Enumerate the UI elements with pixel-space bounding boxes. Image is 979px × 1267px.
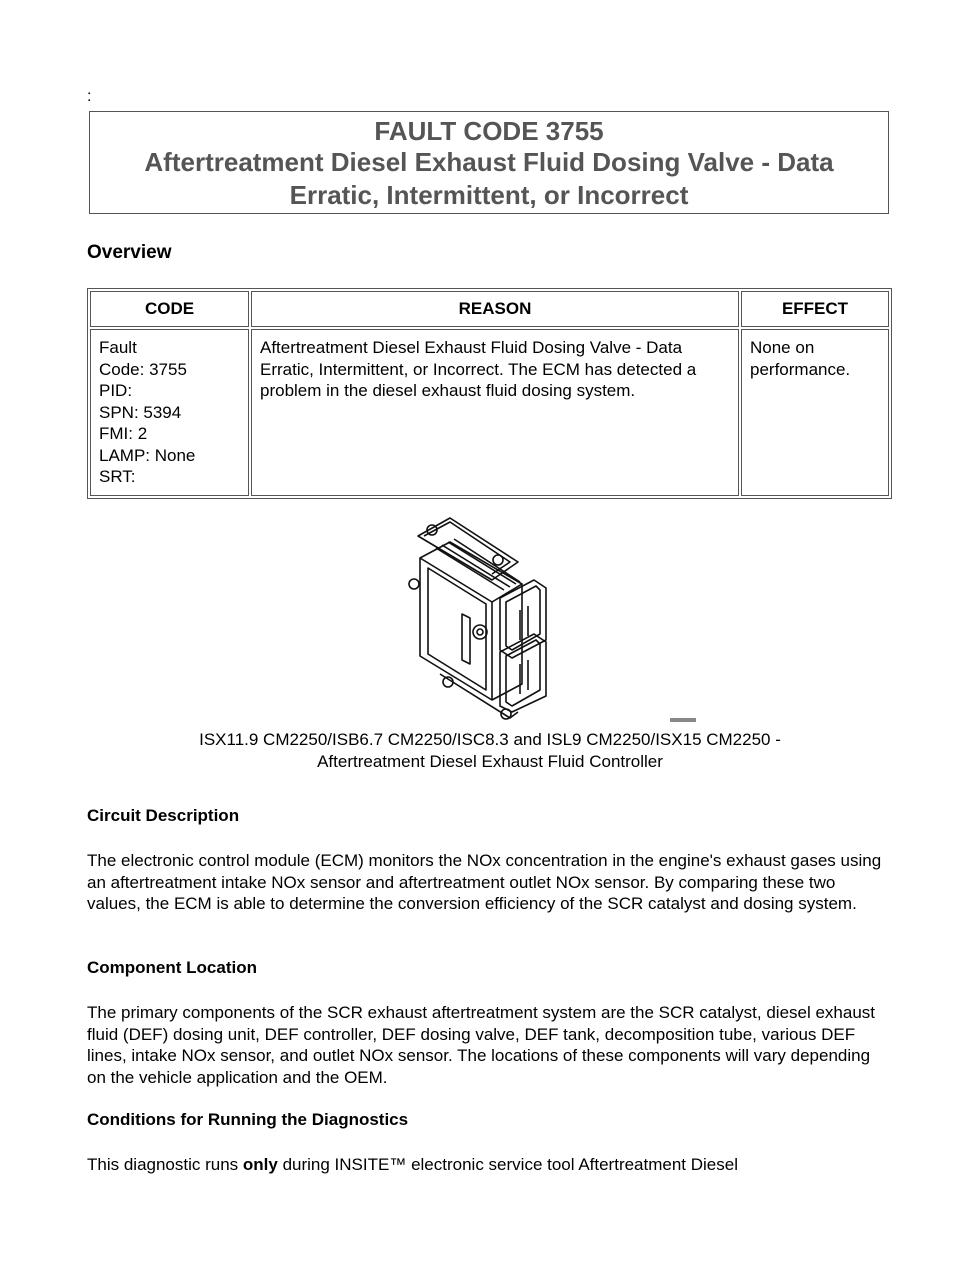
column-header-effect: EFFECT [741, 291, 889, 327]
conditions-text-start: This diagnostic runs [87, 1155, 243, 1174]
table-row [90, 329, 889, 496]
effect-cell: None on performance. [741, 329, 889, 496]
overview-heading: Overview [87, 242, 172, 263]
code-line: PID: [99, 381, 133, 400]
code-line: SPN: 5394 [99, 402, 182, 422]
column-header-code: CODE [90, 291, 249, 327]
caption-line-1: ISX11.9 CM2250/ISB6.7 CM2250/ISC8.3 and ISL9 CM2250/ISX15 CM2250 - [199, 730, 781, 749]
code-line: FMI: 2 [99, 424, 148, 443]
conditions-text [87, 1154, 887, 1176]
figure-caption [100, 729, 880, 773]
code-line: Code: 3755 [99, 359, 187, 379]
code-line: SRT: [99, 467, 136, 486]
component-location-heading: Component Location [87, 958, 257, 977]
reason-cell: Aftertreatment Diesel Exhaust Fluid Dosing Valve - Data Erratic, Intermittent, or Incorrect. The ECM has detected a problem in the diesel exhaust fluid dosing system. [251, 329, 739, 496]
code-line: LAMP: None [99, 445, 196, 465]
code-line: Fault [99, 338, 137, 357]
code-cell [90, 329, 249, 496]
component-location-text: The primary components of the SCR exhaust aftertreatment system are the SCR catalyst, diesel exhaust fluid (DEF) dosing unit, DEF controller, DEF dosing valve, DEF tank, decomposition tube, various DEF lines, intake NOx sensor, and outlet NOx sensor. The locations of these components will vary depending on the vehicle application and the OEM. [87, 1003, 876, 1087]
leading-colon: : [87, 88, 92, 105]
conditions-text-emphasis: only [242, 1155, 278, 1174]
conditions-heading: Conditions for Running the Diagnostics [87, 1110, 409, 1129]
fault-code-subtitle: Aftertreatment Diesel Exhaust Fluid Dosing Valve - Data Erratic, Intermittent, or Incorrect [144, 147, 834, 210]
fault-code-title: FAULT CODE 3755 [374, 116, 604, 146]
caption-line-2: Aftertreatment Diesel Exhaust Fluid Controller [317, 752, 663, 771]
circuit-description-heading: Circuit Description [87, 806, 240, 825]
column-header-reason: REASON [251, 291, 739, 327]
fault-code-title-box [89, 111, 889, 214]
conditions-text-end: during INSITE™ electronic service tool Aftertreatment Diesel [277, 1155, 738, 1174]
overview-table [87, 288, 892, 499]
table-header-row [90, 291, 889, 327]
def-controller-illustration [400, 514, 710, 726]
circuit-description-text: The electronic control module (ECM) monitors the NOx concentration in the engine's exhaust gases using an aftertreatment intake NOx sensor and aftertreatment outlet NOx sensor. By comparing these two values, the ECM is able to determine the conversion efficiency of the SCR catalyst and dosing system. [87, 851, 882, 914]
